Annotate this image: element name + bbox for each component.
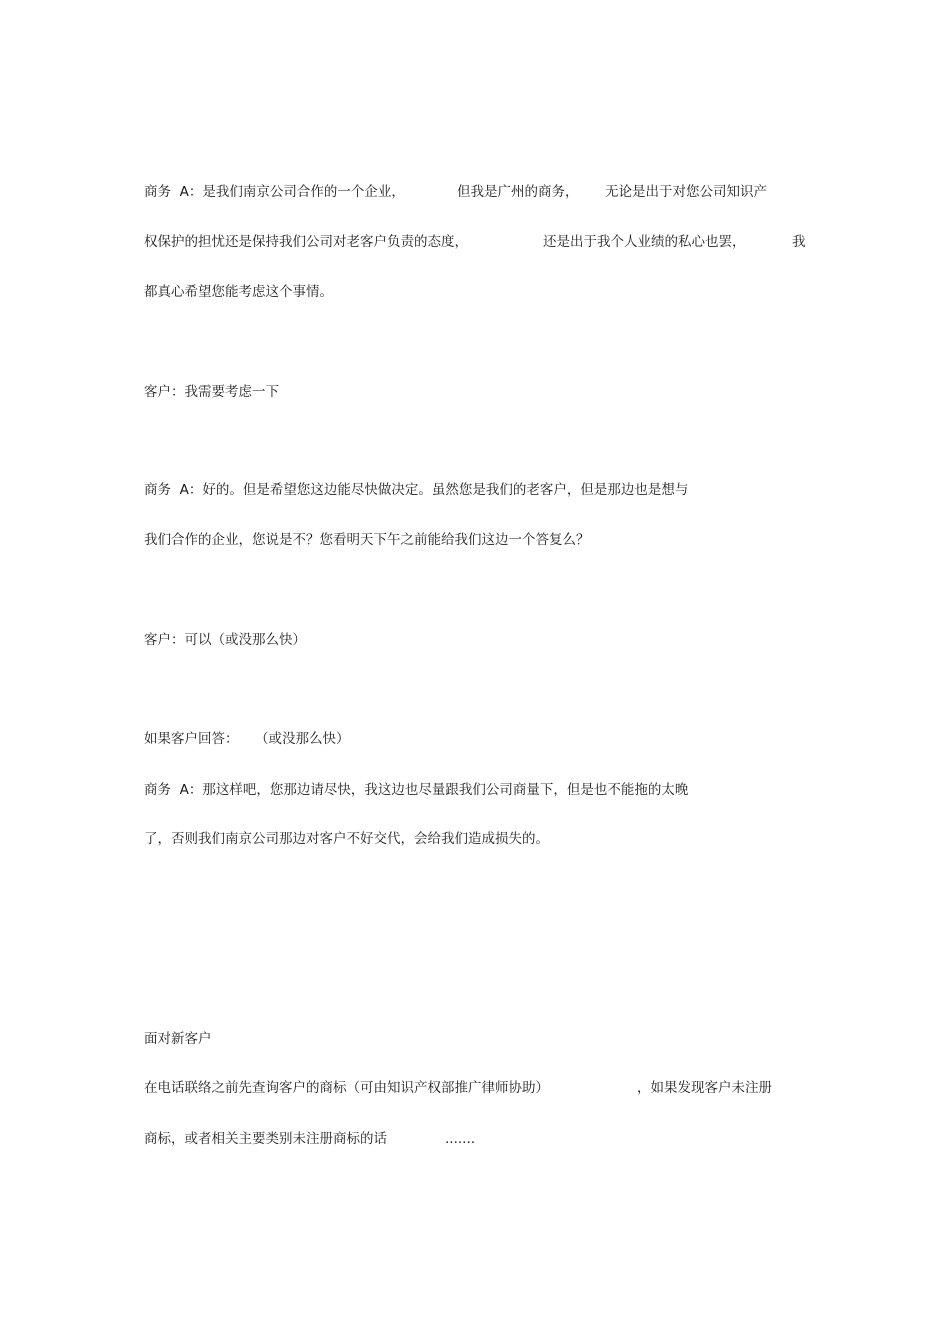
text-segment: 但我是广州的商务， xyxy=(457,184,579,200)
text-segment: 商务 A：是我们南京公司合作的一个企业， xyxy=(144,184,405,200)
text-segment: 商标，或者相关主要类别未注册商标的话 xyxy=(144,1131,387,1147)
dialogue-line: 我们合作的企业，您说是不？您看明天下午之前能给我们这边一个答复么？ xyxy=(144,532,590,548)
body-line xyxy=(144,1129,476,1209)
text-segment: （或没那么快） xyxy=(255,731,350,747)
text-segment: 如果客户回答： xyxy=(144,731,239,747)
section-heading: 面对新客户 xyxy=(144,1031,212,1047)
dialogue-line: 都真心希望您能考虑这个事情。 xyxy=(144,284,333,300)
text-segment: ....... xyxy=(445,1131,476,1147)
text-segment: 权保护的担忧还是保持我们公司对老客户负责的态度， xyxy=(144,234,468,250)
customer-reply: 客户：可以（或没那么快） xyxy=(144,632,306,648)
text-segment: ，如果发现客户未注册 xyxy=(637,1080,772,1096)
text-segment: 在电话联络之前先查询客户的商标（可由知识产权部推广律师协助） xyxy=(144,1080,549,1096)
dialogue-line: 商务 A：那这样吧，您那边请尽快，我这边也尽量跟我们公司商量下，但是也不能拖的太晚 xyxy=(144,782,689,798)
text-segment: 还是出于我个人业绩的私心也罢， xyxy=(543,234,746,250)
customer-reply: 客户：我需要考虑一下 xyxy=(144,384,279,400)
dialogue-line: 商务 A：好的。但是希望您这边能尽快做决定。虽然您是我们的老客户，但是那边也是想与 xyxy=(144,482,689,498)
text-segment: 无论是出于对您公司知识产 xyxy=(605,184,767,200)
dialogue-line: 了，否则我们南京公司那边对客户不好交代，会给我们造成损失的。 xyxy=(144,831,549,847)
text-segment: 我 xyxy=(792,234,806,250)
